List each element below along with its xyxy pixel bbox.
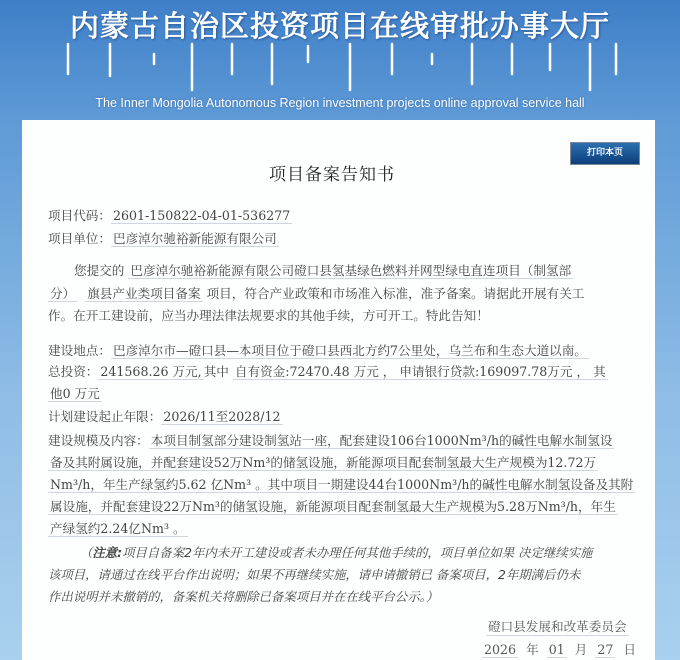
investment-label: 总投资： <box>48 364 99 379</box>
project-name: 巴彦淖尔驰裕新能源有限公司磴口县氢基绿色燃料并网型绿电直连项目（制氢部 <box>130 263 572 278</box>
period: 2026/11至2028/12 <box>163 409 281 424</box>
investment-other: 他0 万元 <box>50 386 100 401</box>
note-line: 项目自备案2年内未开工建设或者未办理任何其他手续的，项目单位如果 决定继续实施 <box>122 545 593 560</box>
unit-label: 项目单位： <box>48 231 111 246</box>
text: 作。在开工建设前，应当办理法律法规要求的其他手续，方可开工。特此告知！ <box>48 308 489 323</box>
text: （ <box>80 545 93 560</box>
banner-title: 内蒙古自治区投资项目在线审批办事大厅 <box>69 9 610 43</box>
note-line: 作出说明并未撤销的，备案机关将删除已备案项目并在在线平台公示。） <box>48 589 439 604</box>
scale-label: 建设规模及内容： <box>48 433 149 448</box>
scale-line: 备及其附属设施，并配套建设52万Nm³的储氢设施，新能源项目配套制氢最大生产规模为12.72万 <box>50 455 597 470</box>
note-line: 该项目，请通过在线平台作出说明；如果不再继续实施，请申请撤销已 备案项目，2年期满后仍未 <box>48 567 581 582</box>
mongolian-script-logo <box>60 42 620 92</box>
date-day: 27 <box>597 642 614 657</box>
scale-line: Nm³/h，年生产绿氢约5.62 亿Nm³ 。其中项目一期建设44台1000Nm³/h的碱性电解水制氢设备及其附 <box>50 477 634 492</box>
period-label: 计划建设起止年限： <box>48 409 162 424</box>
text: 日 <box>623 642 636 657</box>
date-month: 01 <box>548 642 565 657</box>
text: 项目，符合产业政策和市场准入标准，准予备案。请据此开展有关工 <box>206 286 585 301</box>
print-button[interactable]: 打印本页 <box>570 142 640 165</box>
note-label: 注意: <box>92 545 123 560</box>
scale-line: 本项目制氢部分建设制氢站一座，配套建设106台1000Nm³/h的碱性电解水制氢设 <box>150 433 613 448</box>
project-name-cont: 分） <box>50 286 76 301</box>
project-code: 2601-150822-04-01-536277 <box>112 208 291 223</box>
date-year: 2026 <box>484 642 517 657</box>
text: 月 <box>574 642 588 657</box>
code-label: 项目代码： <box>48 208 111 223</box>
text: 其中 <box>203 364 229 379</box>
text: 您提交的 <box>74 263 125 278</box>
project-unit: 巴彦淖尔驰裕新能源有限公司 <box>112 231 277 246</box>
scale-line: 产绿氢约2.24亿Nm³ 。 <box>50 521 186 536</box>
investment-breakdown: 自有资金:72470.48 万元 ， 申请银行贷款:169097.78万元 ， 其 <box>234 364 606 379</box>
issue-date <box>482 639 636 658</box>
text: 年 <box>526 642 539 657</box>
scale-line: 属设施，并配套建设22万Nm³的储氢设施，新能源项目配套制氢最大生产规模为5.28万Nm³/h，年生 <box>50 499 616 514</box>
page-title: 项目备案告知书 <box>269 165 395 185</box>
project-type: 旗县产业类项目备案 <box>87 286 201 301</box>
location-label: 建设地点： <box>48 343 111 358</box>
banner-subtitle: The Inner Mongolia Autonomous Region investment projects online approval service hall <box>95 96 585 110</box>
location: 巴彦淖尔市—磴口县—本项目位于磴口县西北方约7公里处，乌兰布和生态大道以南。 <box>112 343 587 358</box>
issuing-authority: 磴口县发展和改革委员会 <box>486 616 629 636</box>
investment-total: 241568.26 万元, <box>100 364 202 379</box>
